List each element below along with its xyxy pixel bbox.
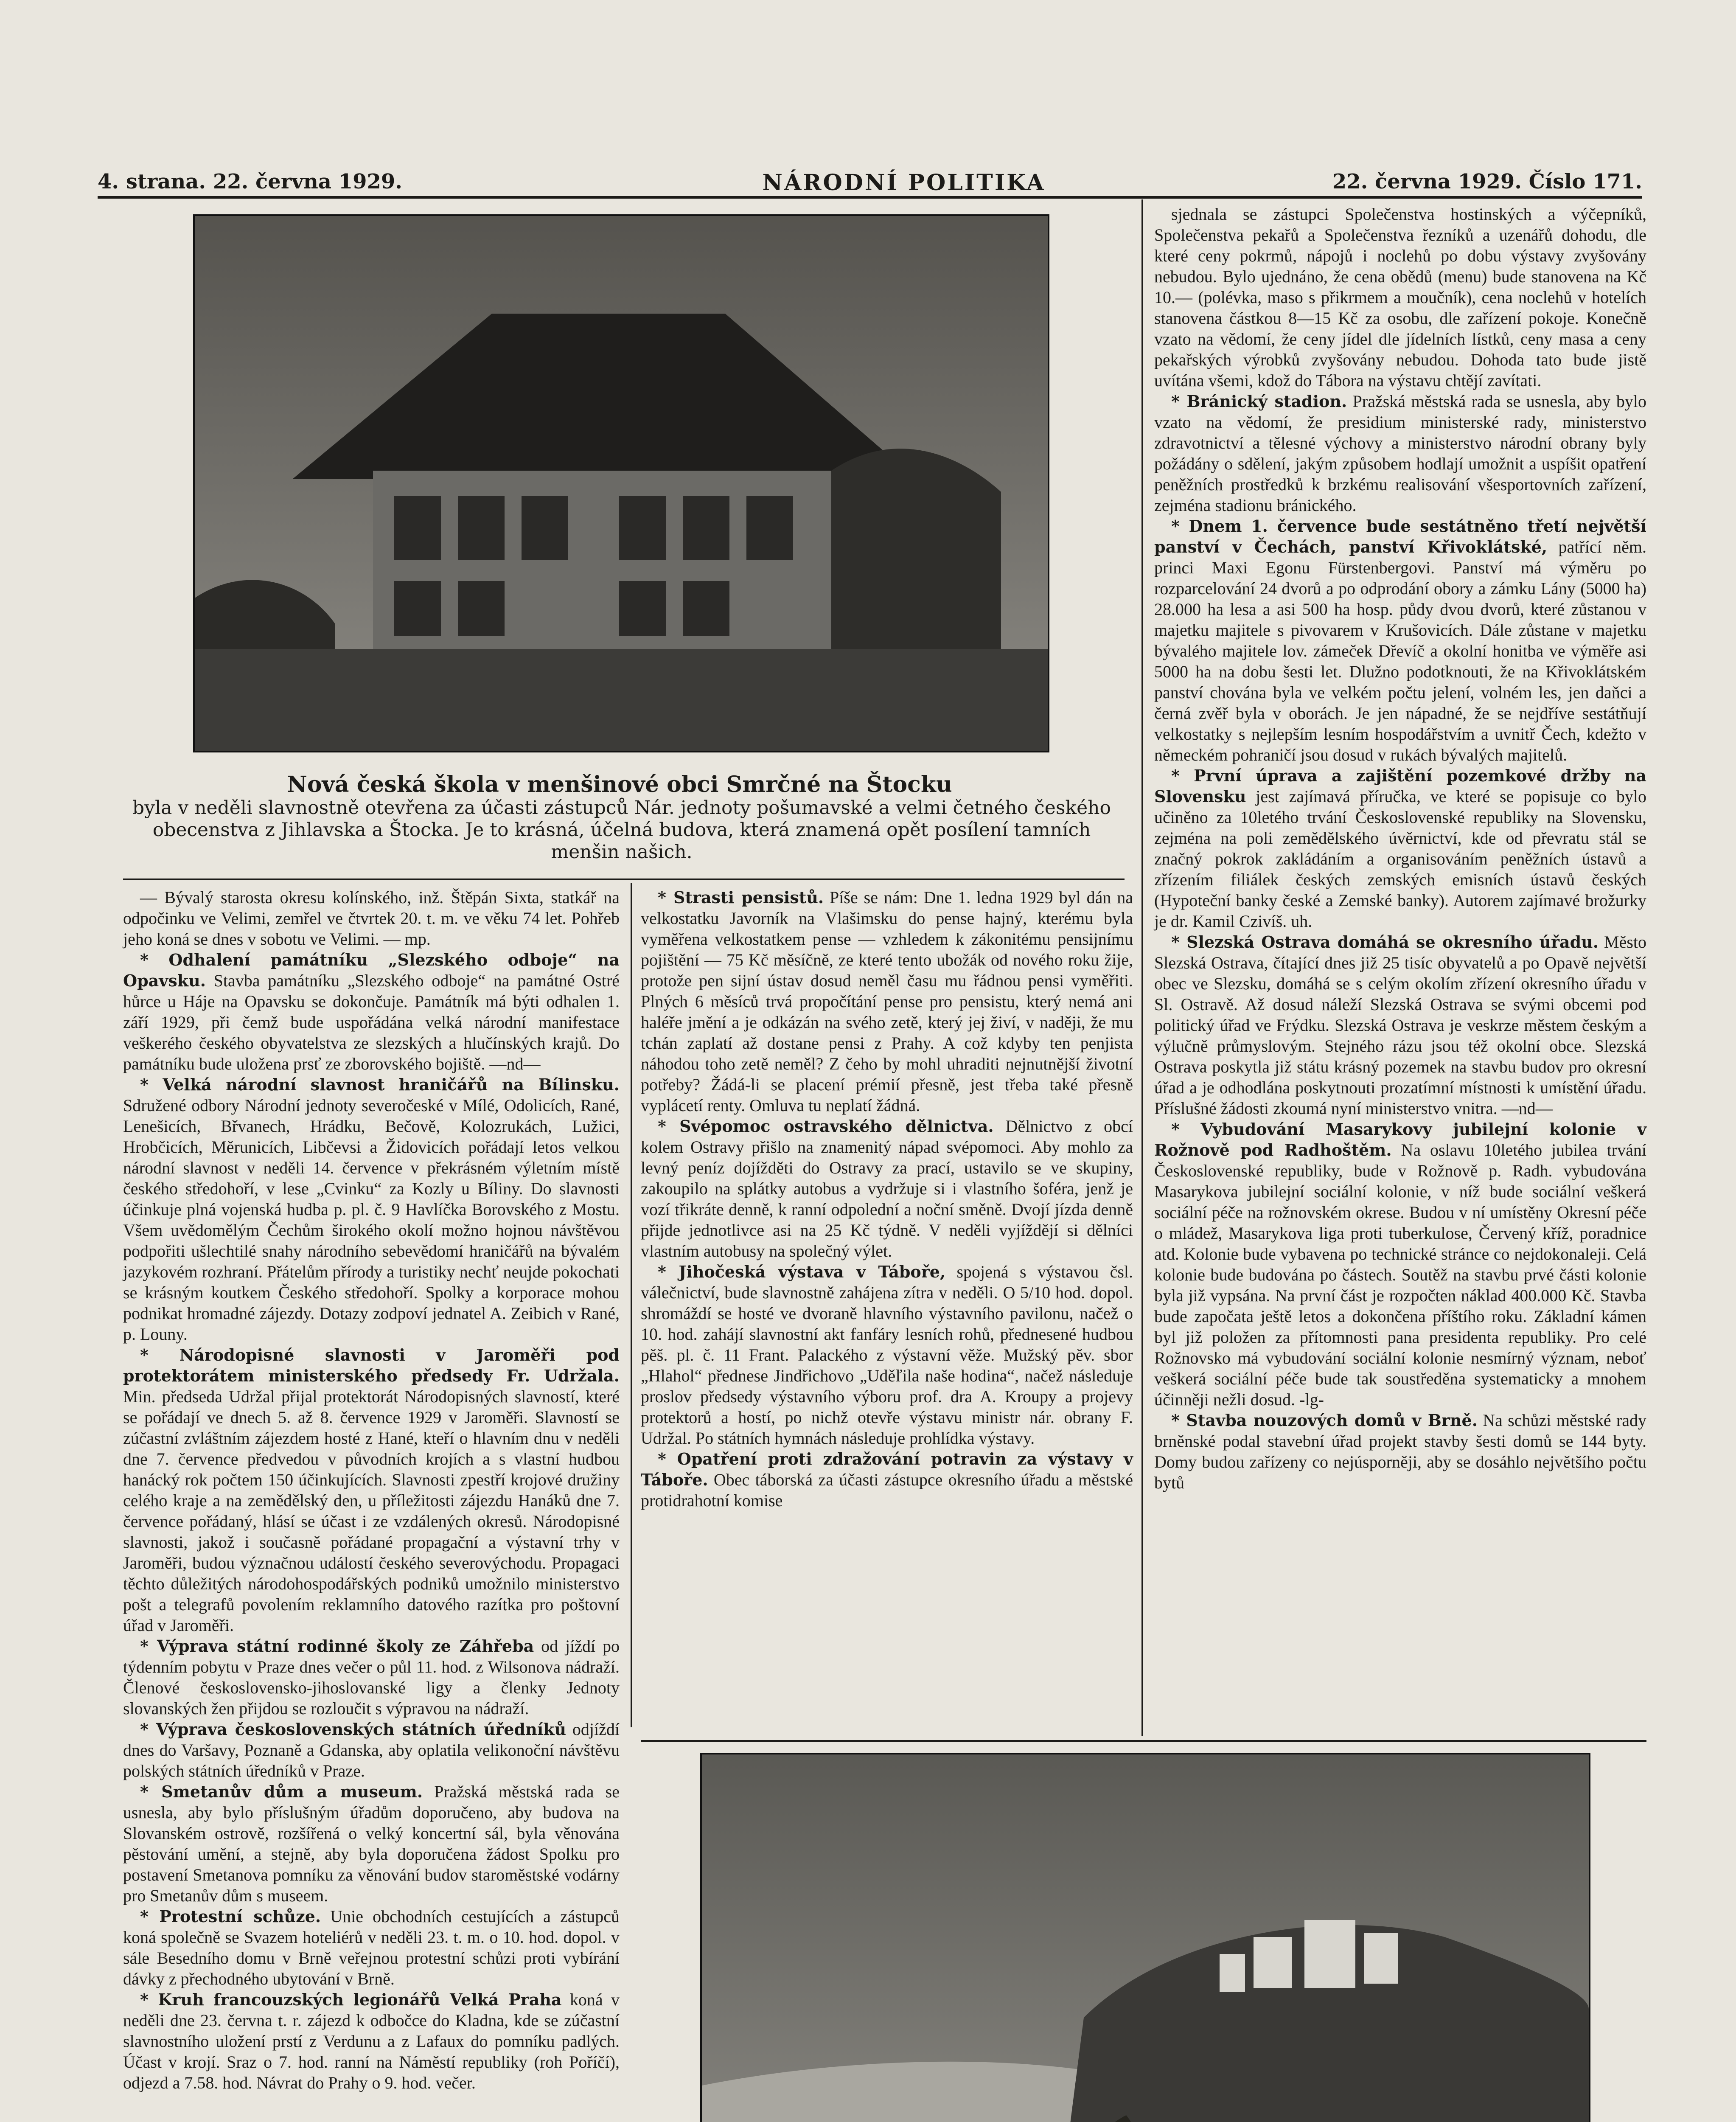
article-paragraph [1154,765,1646,932]
article-paragraph [123,949,620,1074]
column-divider-1 [631,883,632,1727]
article-paragraph [1154,1119,1646,1410]
article-headline: * Strasti pensistů. [658,888,824,907]
column-divider-2 [1141,199,1143,1736]
article-paragraph [123,1636,620,1719]
masthead: NÁRODNÍ POLITIKA [762,170,1046,196]
photo1-caption: byla v neděli slavnostně otevřena za účasti zástupců Nár. jednoty pošumavské a velmi četného českého obecenstva z Jihlavska a Štocka. Je to krásná, účelná budova, která znamená opět posílení tamních menšin našich. [132,797,1111,863]
column-middle [641,887,1133,1736]
school-photo [193,214,1049,752]
article-paragraph [123,1074,620,1344]
article-headline: * Protestní schůze. [140,1907,321,1926]
article-paragraph [1154,516,1646,765]
article-text: od jíždí po týdenním pobytu v Praze dnes večer o půl 11. hod. z Wilsonova nádraží. Členové československo-jihoslovanské ligy a členky Jednoty slovanských žen přijdou se rozloučit s výpravou na nádraží. [123,1636,620,1718]
article-text: patřící něm. princi Maxi Egonu Fürstenbergovi. Panství má výměru po rozparcelování 24 dvorů a po odprodání obory a zámku Lány (5000 ha) 28.000 ha lesa a asi 500 ha hosp. půdy dvou dvorů, které zůstanou v majetku majitele s pivovarem v Krušovicích. Dále zůstane v majetku bývalého majitele lov. zámeček Dřevíč a okolní honitba ve výměře asi 5000 ha na dobu šesti let. Dlužno podotknouti, že na Křivoklátském panství chována byla ve velkém počtu jelení, volném les, jen daňci a černá zvěř byla v oborách. Je jen nápadné, že se nejdříve sestátňují velkostatky s nejlepším lesním hospodářstvím a uvnitř Čech, kdežto v německém pohraničí jsou dosud v rukách bývalých majitelů. [1154,537,1646,764]
article-headline: * Výprava státní rodinné školy ze Záhřeba [140,1636,534,1656]
page-label: 4. strana. 22. června 1929. [98,170,403,194]
article-headline: * Slezská Ostrava domáhá se okresního úřadu. [1171,932,1599,952]
article-paragraph [123,887,620,949]
article-headline: * Výprava československých státních úředníků [140,1720,567,1739]
castle-photo [700,1753,1590,2122]
article-headline: * Jihočeská výstava v Táboře, [658,1262,946,1281]
column-right [1154,204,1646,1732]
article-headline: * Velká národní slavnost hraničářů na Bílinsku. [140,1075,620,1094]
article-paragraph [641,1261,1133,1448]
article-paragraph [1154,932,1646,1119]
article-headline: * Vybudování Masarykovy jubilejní kolonie v Rožnově pod Radhoštěm. [1154,1120,1646,1159]
article-text: Sdružené odbory Národní jednoty severočeské v Mílé, Odolicích, Rané, Lenešicích, Břvanech, Hrádku, Bečově, Kolozrukách, Lužici, Hrobčicích, Měrunicích, Libčevsi a Židovicích pořádají letos velkou národní slavnost v neděli 14. července v překrásném výletním místě českého středohoří, v lese „Cvinku“ za Kozly u Bíliny. Do slavnosti účinkuje plná vojenská hudba p. pl. č. 9 Havlíčka Borovského z Mostu. Všem uvědomělým Čechům širokého okolí možno hojnou návštěvou podpořiti ušlechtilé snahy národního sebevědomí hraničářů na bývalém jazykovém rozhraní. Přátelům přírody a turistiky nechť neujde pokochati se krásným koutkem Českého středohoří. Spolky a korporace mohou podnikat hromadné zájezdy. Dotazy zodpoví jednatel A. Zeibich v Rané, p. Louny. [123,1096,620,1344]
article-paragraph [123,1719,620,1781]
article-paragraph [1154,204,1646,391]
article-text: koná v neděli dne 23. června t. r. zájezd k odbočce do Kladna, kde se zúčastní slavnostního uložení prstí z Verdunu a z Lafaux do pomníku padlých. Účast v krojí. Sraz o 7. hod. ranní na Náměstí republiky (roh Poříčí), odjezd a 7.58. hod. Návrat do Prahy o 9. hod. večer. [123,1990,620,2092]
article-paragraph [123,1781,620,1906]
article-paragraph [123,1989,620,2093]
article-paragraph [1154,391,1646,516]
article-text: — Bývalý starosta okresu kolínského, inž. Štěpán Sixta, statkář na odpočinku ve Velimi, zemřel ve čtvrtek 20. t. m. ve věku 74 let. Pohřeb jeho koná se dnes v sobotu ve Velimi. — mp. [123,888,620,949]
article-paragraph [641,1116,1133,1261]
article-text: spojená s výstavou čsl. válečnictví, bude slavnostně zahájena zítra v neděli. O 5/10 hod. dopol. shromáždí se hosté ve dvoraně hlavního výstavního pavilonu, načež o 10. hod. zahájí slavnostní akt fanfáry lesních rohů, přednesené hudbou pěš. pl. č. 11 Frant. Palackého z výstavní věže. Mužský pěv. sbor „Hlahol“ přednese Jindřichovo „Uděľila naše hodina“, načež následuje proslov předsedy výstavního výboru prof. dra A. Kroupy a projevy protektorů a hostí, po nichž otevře výstavu ministr nár. obrany F. Udržal. Po státních hymnách následuje prohlídka výstavy. [641,1262,1133,1448]
photo1-title: Nová česká škola v menšinové obci Smrčné na Štocku [287,772,952,797]
article-text: Obec táborská za účasti zástupce okresního úřadu a městské protidrahotní komise [641,1470,1133,1510]
article-paragraph [641,887,1133,1116]
article-text: Dělnictvo z obcí kolem Ostravy přišlo na znamenitý nápad svépomoci. Aby mohlo za levný peníz dojížděti do Ostravy za prací, ustavilo se ve skupiny, zakoupilo na splátky autobus a vydržuje si i vlastního šoféra, jenž je vozí třikráte denně, k ranní odpolední a noční směně. Dvojí jízda denně přijde jednotlivce asi na 25 Kč týdně. V neděli vyjíždějí si dělníci vlastním autobusy na společný výlet. [641,1117,1133,1260]
article-headline: * Opatření proti zdražování potravin za výstavy v Táboře. [641,1449,1133,1489]
article-text: Stavba památníku „Slezského odboje“ na památné Ostré hůrce u Háje na Opavsku se dokončuje. Památník má býti odhalen 1. září 1929, při čemž bude uspořádána velká národní manifestace veškerého českého obyvatelstva ze slezských a hlučínských krajů. Do památníku bude uložena prsť ze zborovského bojiště. —nd— [123,971,620,1073]
header-rule [98,196,1642,199]
article-headline: * Bránický stadion. [1171,392,1347,411]
date-issue: 22. června 1929. Číslo 171. [1332,170,1642,194]
article-text: Pražská městská rada se usnesla, aby bylo vzato na vědomí, že presidium ministerské rady, ministerstvo zdravotnictví a tělesné výchovy a ministerstvo národní obrany byly požádány o sdělení, jakým způsobem hodlají umožnit a uspíšit opatření peněžních prostředků k brzkému realisování všesportovních zařízení, zejména stadionu bránického. [1154,392,1647,515]
article-paragraph [1154,1410,1646,1493]
article-paragraph [641,1448,1133,1511]
article-headline: * Dnem 1. července bude sestátněno třetí největší panství v Čechách, panství Křivoklátské, [1154,516,1646,556]
article-headline: * Smetanův dům a museum. [140,1782,423,1801]
article-text: Pražská městská rada se usnesla, aby bylo příslušným úřadům doporučeno, aby budova na Slovanském ostrově, rozšířená o velký koncertní sál, byla věnována pěstování umění, a stejně, aby byla doporučena žádost Spolku pro postavení Smetanova pomníku za věnování budov staroměstské vodárny pro Smetanův dům s museem. [123,1782,620,1905]
article-headline: * Stavba nouzových domů v Brně. [1171,1411,1478,1430]
middle-divider [641,1740,1646,1742]
article-text: odjíždí dnes do Varšavy, Poznaně a Gdanska, aby oplatila velikonoční návštěvu polských státních úředníků v Praze. [123,1720,620,1780]
article-headline: * Kruh francouzských legionářů Velká Praha [140,1990,562,2009]
column-left [123,887,620,2122]
article-paragraph [123,1344,620,1636]
article-headline: * Svépomoc ostravského dělnictva. [658,1117,994,1136]
article-text: Město Slezská Ostrava, čítající dnes již 25 tisíc obyvatelů a po Opavě největší obec ve Slezsku, domáhá se s celým okolím zřízení okresního úřadu v Sl. Ostravě. Až dosud náleží Slezská Ostrava se svými obcemi pod politický úřad ve Frýdku. Slezská Ostrava je veskrze městem českým a výlučně průmyslovým. Stejného rázu jsou též okolní obce. Slezská Ostrava poskytla již státu krásný pozemek na stavbu budov pro okresní úřad a je odhodlána poskytnouti prozatímní místnosti k umístění úřadu. Příslušné žádosti zkoumá nyní ministerstvo vnitra. —nd— [1154,932,1647,1118]
article-text: Na schůzi městské rady brněnské podal stavební úřad projekt stavby šesti domů se 144 byty. Domy budou zařízeny co nejúsporněji, aby se dosáhlo největšího počtu bytů [1154,1411,1646,1492]
article-headline: * Odhalení památníku „Slezského odboje“ na Opavsku. [123,950,620,990]
article-text: jest zajímavá příručka, ve které se popisuje co bylo učiněno za 10letého trvání Československé republiky na Slovensku, zejména na poli zemědělského úvěrnictví, kde od převratu stál se značný pokrok zakládáním a organisováním peněžních ústavů a zřízením filiálek českých zemských emisních ústavů českých (Hypoteční banky české a Zemské banky). Autorem zajímavé brožurky je dr. Kamil Czivíš. uh. [1154,787,1646,931]
top-divider [123,879,1125,880]
article-paragraph [123,1906,620,1989]
article-text: Píše se nám: Dne 1. ledna 1929 byl dán na velkostatku Javorník na Vlašimsku do pense hajný, kterému byla vyměřena velkostatkem pense — vzhledem k zákonitému pensijnímu pojištění — 75 Kč měsíčně, ze které tento ubožák od nového roku žije, protože pen sijní ústav dosud neměl času mu řádnou pensi vyměřiti. Plných 6 měsíců trvá propočítání pense pro pensistu, který nemá ani haléře jmění a je odkázán na svého zetě, který jej živí, v naději, že mu tchán zaplatí až dostane pensi z Prahy. A což kdyby ten penjista náhodou toho zetě neměl? Z čeho by mohl uhraditi nejnutnější životní potřeby? Žádá-li se placení prémií přesně, jest třeba také přesně vyplácetí renty. Omluva tu neplatí žádná. [641,888,1133,1115]
article-headline: * Národopisné slavnosti v Jaroměři pod protektorátem ministerského předsedy Fr. Udržala. [123,1345,620,1385]
article-text: Min. předseda Udržal přijal protektorát Národopisných slavností, které se pořádají ve dnech 5. až 8. července 1929 v Jaroměři. Slavností se zúčastní zvláštním zájezdem hosté z Hané, kteří o hlavním dnu v neděli dne 7. července předvedou v původních krojích a s vlastní hudbou hanácký rok počtem 150 účinkujících. Slavnosti zpestří krojové družiny celého kraje a na zemědělský den, u příležitosti zájezdu Hanáků dne 7. července pořádaný, hlásí se účast i ze vzdálených okresů. Národopisné slavnosti, jakož i současně pořádané propagační a výstavní trhy v Jaroměři, budou význačnou událostí českého severovýchodu. Propagaci těchto důležitých národohospodářských podniků umožnilo ministerstvo pošt a telegrafů povolením reklamního datového razítka pro poštovní úřad v Jaroměři. [123,1387,620,1635]
article-text: sjednala se zástupci Společenstva hostinských a výčepníků, Společenstva pekařů a Společenstva řezníků a uzenářů dohodu, dle které ceny pokrmů, nápojů i noclehů po dobu výstavy zvyšovány nebudou. Bylo ujednáno, že cena obědů (menu) bude stanovena na Kč 10.— (polévka, maso s přikrmem a moučník), cena noclehů v hotelích stanovena částkou 8—15 Kč za osobu, dle zařízení pokoje. Konečně vzato na vědomí, že ceny jídel dle jídelních lístků, ceny masa a ceny pekařských výrobků zvyšovány nebudou. Dohoda tato bude jistě uvítána všemi, kdož do Tábora na výstavu chtějí zavítati. [1154,205,1646,390]
article-headline: * První úprava a zajištění pozemkové držby na Slovensku [1154,766,1646,806]
article-text: Na oslavu 10letého jubilea trvání Československé republiky, bude v Rožnově p. Radh. vybudována Masarykova jubilejní sociální kolonie, v níž bude sociální veškerá sociální péče na rožnovském okrese. Budou v ní umístěny Okresní péče o mládež, Masarykova liga proti tuberkulose, Červený kříž, poradnice atd. Kolonie bude vybavena po technické stránce co nejdokonaleji. Celá kolonie bude budována po částech. Soutěž na stavbu prvé části kolonie byla již vypsána. Na první část je rozpočten náklad 400.000 Kč. Stavba bude započata ještě letos a dokončena příštího roku. Základní kámen byl již položen za přítomnosti pana presidenta republiky. Pro celé Rožnovsko má vybudování sociální kolonie nesmírný význam, neboť veškerá sociální péče bude tak soustředěna systematicky a mnohem účinněji nežli dosud. -lg- [1154,1140,1646,1409]
page-header [98,170,1642,195]
article-text: Unie obchodních cestujících a zástupců koná společně se Svazem hoteliérů v neděli 23. t. m. o 10. hod. dopol. v sále Besedního domu v Brně veřejnou protestní schůzi proti vybírání dávky z přechodného ubytování v Brně. [123,1907,620,1988]
